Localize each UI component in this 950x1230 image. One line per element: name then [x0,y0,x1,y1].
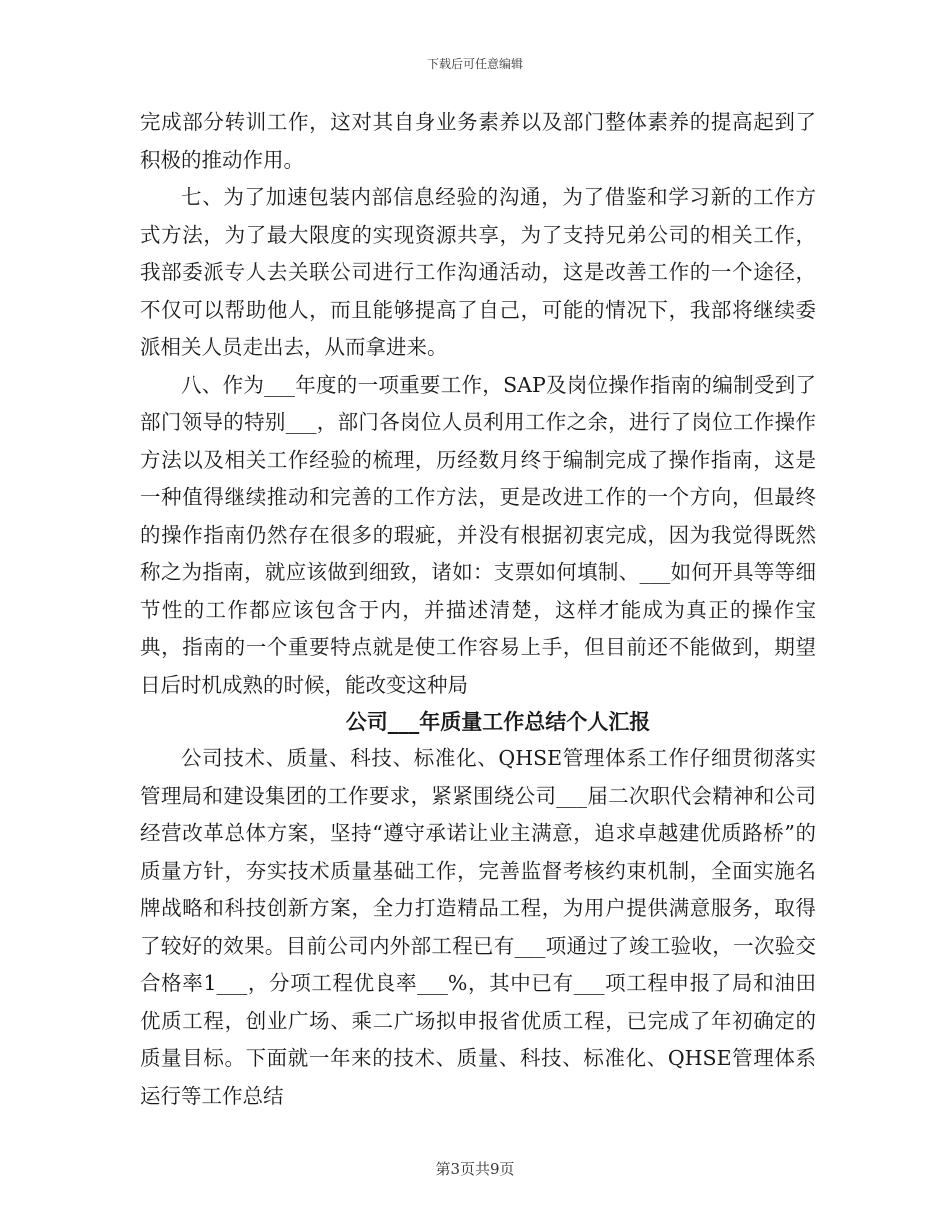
section-title: 公司___年质量工作总结个人汇报 [345,709,651,734]
paragraph-quality-summary: 公司技术、质量、科技、标准化、QHSE管理体系工作仔细贯彻落实管理局和建设集团的工作要求，紧紧围绕公司___届二次职代会精神和公司经营改革总体方案，坚持“遵守承诺让业主满意，追求卓越建优质路桥”的质量方针，夯实技术质量基础工作，完善监督考核约束机制，全面实施名牌战略和科技创新方案，全力打造精品工程，为用户提供满意服务，取得了较好的效果。目前公司内外部工程已有___项通过了竣工验收，一次验交合格率1___，分项工程优良率___%，其中已有___项工程申报了局和油田优质工程，创业广场、乘二广场拟申报省优质工程，已完成了年初确定的质量目标。下面就一年来的技术、质量、科技、标准化、QHSE管理体系运行等工作总结 [140,746,816,1108]
document-body [140,104,816,1115]
paragraph-item-seven: 七、为了加速包装内部信息经验的沟通，为了借鉴和学习新的工作方式方法，为了最大限度的实现资源共享，为了支持兄弟公司的相关工作，我部委派专人去关联公司进行工作沟通活动，这是改善工作的一个途径，不仅可以帮助他人，而且能够提高了自己，可能的情况下，我部将继续委派相关人员走出去，从而拿进来。 [140,185,816,359]
paragraph-item-eight: 八、作为___年度的一项重要工作，SAP及岗位操作指南的编制受到了部门领导的特别___，部门各岗位人员利用工作之余，进行了岗位工作操作方法以及相关工作经验的梳理，历经数月终于编制完成了操作指南，这是一种值得继续推动和完善的工作方法，更是改进工作的一个方向，但最终的操作指南仍然存在很多的瑕疵，并没有根据初衷完成，因为我觉得既然称之为指南，就应该做到细致，诸如：支票如何填制、___如何开具等等细节性的工作都应该包含于内，并描述清楚，这样才能成为真正的操作宝典，指南的一个重要特点就是使工作容易上手，但目前还不能做到，期望日后时机成熟的时候，能改变这种局 [140,372,816,697]
page-number: 第3页共9页 [435,1160,515,1178]
page-header-note: 下载后可任意编辑 [426,57,523,71]
paragraph-continuation: 完成部分转训工作，这对其自身业务素养以及部门整体素养的提高起到了积极的推动作用。 [140,110,816,172]
